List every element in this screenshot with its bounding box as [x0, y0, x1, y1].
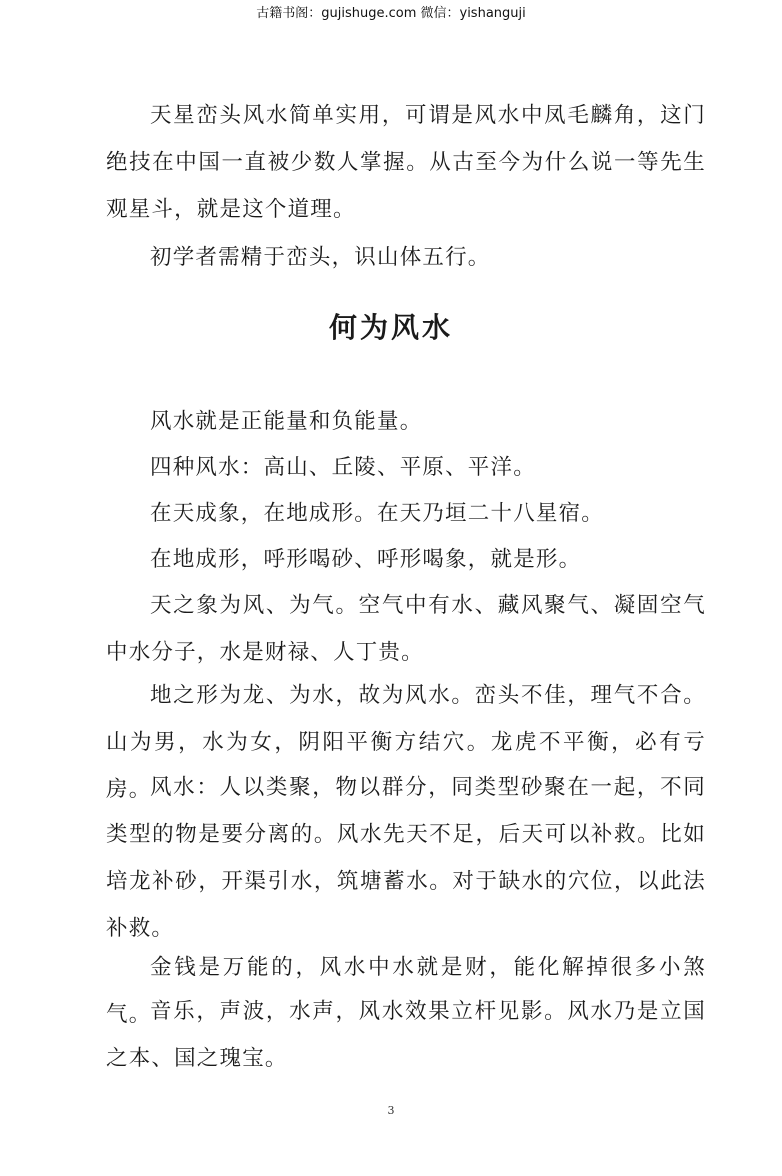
paragraph: 在天成象，在地成形。在天乃垣二十八星宿。	[150, 501, 605, 526]
paragraph: 金钱是万能的，风水中水就是财，能化解掉很多小煞气。	[106, 955, 706, 1027]
paragraph: 地之形为龙、为水，故为风水。峦头不佳，理气不合。山为男，水为女，阴阳平衡方结穴。龙虎不平衡，必有亏房。	[106, 683, 706, 802]
paragraph: 音乐，声波，水声，风水效果立杆见影。风水乃是立国之本、国之瑰宝。	[106, 999, 706, 1071]
section-heading: 何为风水	[328, 311, 453, 344]
paragraph: 初学者需精于峦头，识山体五行。	[150, 245, 491, 270]
paragraph: 在地成形，呼形喝砂、呼形喝象，就是形。	[150, 547, 582, 572]
paragraph: 四种风水：高山、丘陵、平原、平洋。	[150, 455, 536, 480]
watermark: 古籍书阁：gujishuge.com 微信：yishanguji	[256, 6, 526, 21]
paragraph: 风水：人以类聚，物以群分，同类型砂聚在一起，不同类型的物是要分离的。风水先天不足，后天可以补救。比如培龙补砂，开渠引水，筑塘蓄水。对于缺水的穴位，以此法补救。	[106, 775, 706, 941]
paragraph: 风水就是正能量和负能量。	[150, 409, 423, 434]
paragraph: 天之象为风、为气。空气中有水、藏风聚气、凝固空气中水分子，水是财禄、人丁贵。	[106, 593, 706, 665]
page-number: 3	[387, 1104, 395, 1117]
paragraph: 天星峦头风水简单实用，可谓是风水中凤毛麟角，这门绝技在中国一直被少数人掌握。从古至今为什么说一等先生观星斗，就是这个道理。	[106, 103, 706, 222]
